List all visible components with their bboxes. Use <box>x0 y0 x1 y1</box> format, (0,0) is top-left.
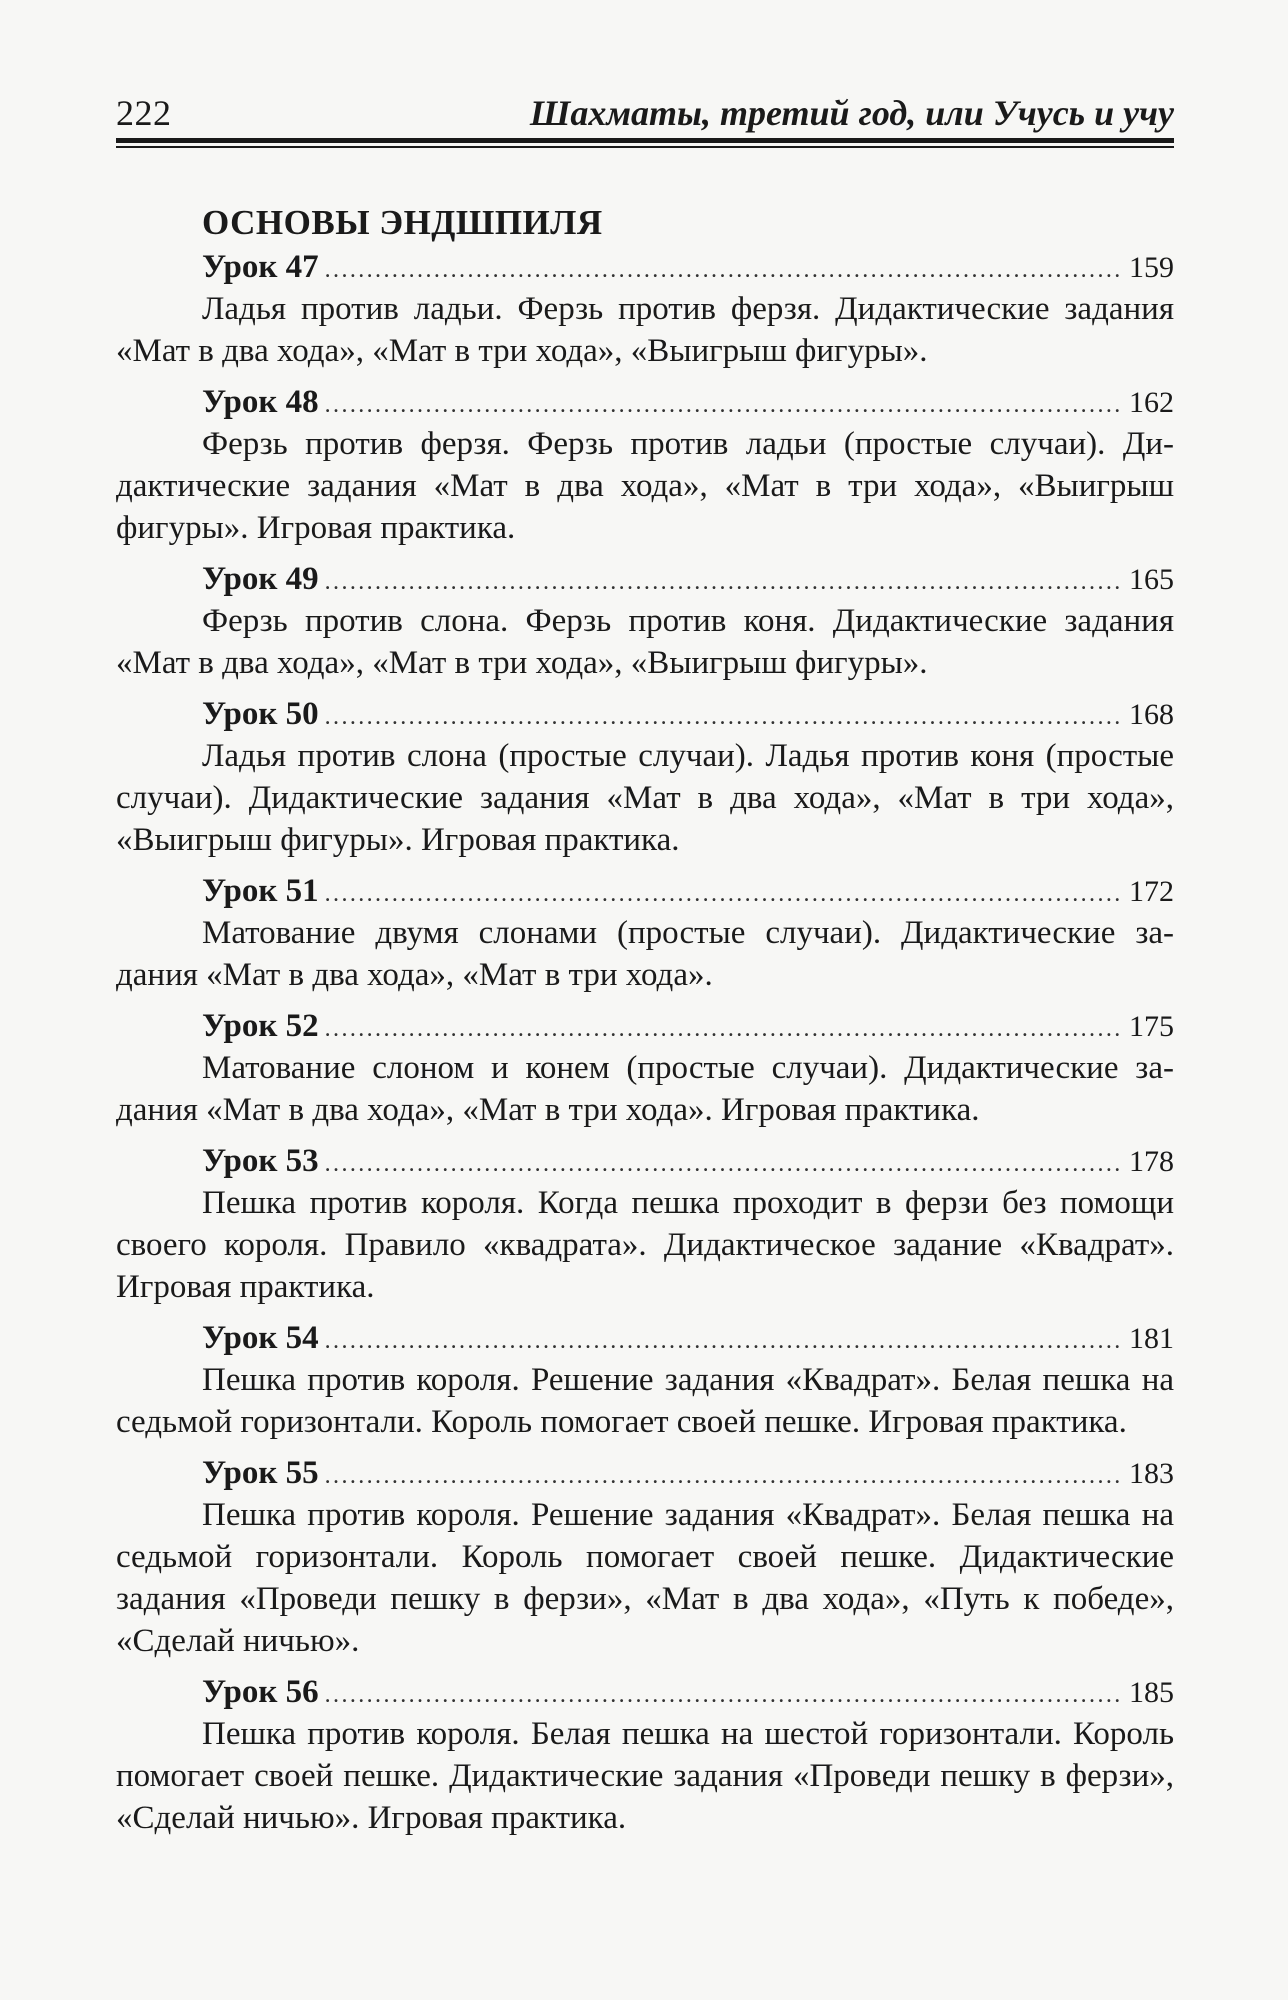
toc-entry-head <box>202 1452 1174 1494</box>
lesson-title: Урок 53 <box>202 1143 319 1179</box>
toc-entry <box>116 693 1174 861</box>
lesson-title: Урок 54 <box>202 1320 319 1356</box>
toc-entry <box>116 381 1174 549</box>
toc-entry-head <box>202 1140 1174 1182</box>
toc-entry-head <box>202 870 1174 912</box>
lesson-title: Урок 49 <box>202 561 319 597</box>
dot-leader <box>325 696 1123 738</box>
lesson-description: Ферзь против слона. Ферзь против коня. Дидактические задания «Мат в два хода», «Мат в три хода», «Выигрыш фигуры». <box>116 603 1174 681</box>
lesson-page-number: 162 <box>1129 386 1174 419</box>
toc-entry <box>116 1140 1174 1308</box>
dot-leader <box>325 249 1123 291</box>
book-title: Шахматы, третий год, или Учусь и учу <box>529 93 1174 133</box>
lesson-page-number: 168 <box>1129 698 1174 731</box>
lesson-description: Ладья против слона (простые случаи). Ладья против коня (простые случаи). Дидактические задания «Мат в два хода», «Мат в три хода», «Выигрыш фигуры». Игровая практика. <box>116 738 1174 858</box>
toc-entry <box>116 1452 1174 1662</box>
toc-entry-head <box>202 558 1174 600</box>
toc-entry-head <box>202 381 1174 423</box>
lesson-description: Пешка против короля. Белая пешка на шестой горизонтали. Король помогает своей пешке. Дидактические задания «Проведи пешку в ферзи», «Сделай ничью». Игровая практика. <box>116 1716 1174 1836</box>
running-head <box>116 92 1174 138</box>
lesson-description: Пешка против короля. Решение задания «Квадрат». Белая пешка на седьмой горизонтали. Король помогает своей пешке. Игровая практика. <box>116 1362 1174 1440</box>
lesson-description: Матование двумя слонами (простые случаи). Дидактические задания «Мат в два хода», «Мат в три хода». <box>116 915 1174 993</box>
lesson-page-number: 165 <box>1129 563 1174 596</box>
header-rule-thin <box>116 146 1174 148</box>
dot-leader <box>325 1143 1123 1185</box>
header-rule-thick <box>116 138 1174 143</box>
dot-leader <box>325 1674 1123 1716</box>
lesson-page-number: 181 <box>1129 1322 1174 1355</box>
lesson-description: Пешка против короля. Решение задания «Квадрат». Белая пешка на седьмой горизонтали. Король помогает своей пешке. Дидактические задания «Проведи пешку в ферзи», «Мат в два хода», «Путь к победе», «Сделай ничью». <box>116 1497 1174 1659</box>
toc-entry-head <box>202 1005 1174 1047</box>
lesson-title: Урок 56 <box>202 1674 319 1710</box>
lesson-description: Пешка против короля. Когда пешка проходит в ферзи без помощи своего короля. Правило «квадрата». Дидактическое задание «Квадрат». Игровая практика. <box>116 1185 1174 1305</box>
dot-leader <box>325 1320 1123 1362</box>
toc-content <box>116 202 1174 1848</box>
lesson-description: Ладья против ладьи. Ферзь против ферзя. Дидактические задания «Мат в два хода», «Мат в три хода», «Выигрыш фигуры». <box>116 291 1174 369</box>
section-title: ОСНОВЫ ЭНДШПИЛЯ <box>202 203 603 242</box>
lesson-title: Урок 48 <box>202 384 319 420</box>
lesson-title: Урок 50 <box>202 696 319 732</box>
lesson-page-number: 172 <box>1129 875 1174 908</box>
lesson-title: Урок 52 <box>202 1008 319 1044</box>
toc-entry-head <box>202 1671 1174 1713</box>
toc-entry <box>116 870 1174 996</box>
dot-leader <box>325 1455 1123 1497</box>
toc-entry-head <box>202 693 1174 735</box>
toc-entry <box>116 558 1174 684</box>
page-number: 222 <box>116 93 172 133</box>
lesson-title: Урок 47 <box>202 249 319 285</box>
toc-entry-head <box>202 246 1174 288</box>
lesson-page-number: 178 <box>1129 1145 1174 1178</box>
lesson-page-number: 175 <box>1129 1010 1174 1043</box>
lesson-title: Урок 55 <box>202 1455 319 1491</box>
lesson-title: Урок 51 <box>202 873 319 909</box>
toc-entry-head <box>202 1317 1174 1359</box>
toc-entry <box>116 1005 1174 1131</box>
lesson-page-number: 159 <box>1129 251 1174 284</box>
dot-leader <box>325 384 1123 426</box>
dot-leader <box>325 561 1123 603</box>
toc-entry <box>116 1671 1174 1839</box>
toc-entry <box>116 1317 1174 1443</box>
lesson-page-number: 185 <box>1129 1676 1174 1709</box>
lesson-description: Ферзь против ферзя. Ферзь против ладьи (простые случаи). Дидактические задания «Мат в два хода», «Мат в три хода», «Выигрыш фигуры». Игровая практика. <box>116 426 1174 546</box>
lesson-page-number: 183 <box>1129 1457 1174 1490</box>
dot-leader <box>325 1008 1123 1050</box>
lesson-description: Матование слоном и конем (простые случаи). Дидактические задания «Мат в два хода», «Мат в три хода». Игровая практика. <box>116 1050 1174 1128</box>
toc-entry <box>116 246 1174 372</box>
dot-leader <box>325 873 1123 915</box>
